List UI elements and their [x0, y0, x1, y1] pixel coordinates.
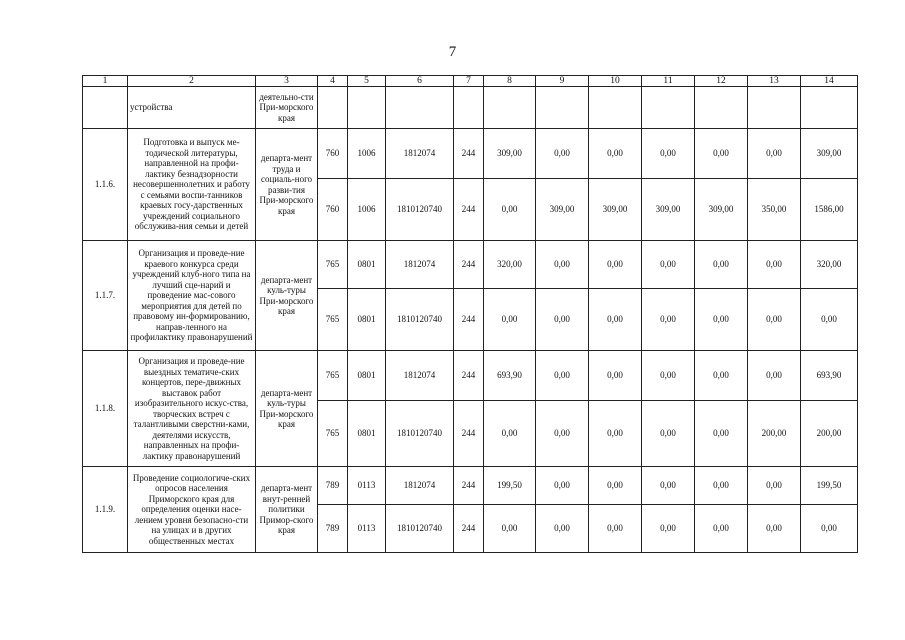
amount-year-4: 0,00	[642, 289, 695, 351]
amount-year-1: 199,50	[484, 467, 536, 505]
item-name: Проведение социологиче-ских опросов населения Приморского края для определения оценки насе-лением уровня безопасно-сти на улицах и в других общественных местах	[128, 467, 256, 553]
amount-total: 309,00	[801, 129, 858, 179]
amount-total: 320,00	[801, 241, 858, 289]
item-department: департа-мент куль-туры При-морского края	[256, 351, 318, 467]
item-name: Подготовка и выпуск ме-тодической литературы, направленной на профи-лактику безнадзорности несовершеннолетних и работу с семьями воспи-танников краевых госу-дарственных учреждений социального обслужива-ния семьи и детей	[128, 129, 256, 241]
column-header: 5	[348, 76, 386, 87]
target-article-code: 1812074	[386, 467, 454, 505]
target-article-code: 1810120740	[386, 401, 454, 467]
column-header: 13	[748, 76, 801, 87]
amount-year-2: 0,00	[536, 467, 589, 505]
section-code: 0801	[348, 351, 386, 401]
amount-year-2: 0,00	[536, 129, 589, 179]
amount-year-6: 200,00	[748, 401, 801, 467]
section-code: 0113	[348, 467, 386, 505]
item-number: 1.1.9.	[83, 467, 128, 553]
amount-year-4: 309,00	[642, 179, 695, 241]
amount-year-2: 0,00	[536, 241, 589, 289]
amount-year-3: 0,00	[589, 401, 642, 467]
amount-year-4: 0,00	[642, 401, 695, 467]
section-code: 0801	[348, 401, 386, 467]
amount-year-3: 0,00	[589, 129, 642, 179]
amount-total: 1586,00	[801, 179, 858, 241]
target-article-code: 1810120740	[386, 505, 454, 553]
amount-year-6: 0,00	[748, 129, 801, 179]
amount-year-2: 0,00	[536, 351, 589, 401]
expense-type-code: 244	[454, 179, 484, 241]
column-header: 10	[589, 76, 642, 87]
budget-table	[82, 75, 858, 553]
amount-year-2: 0,00	[536, 289, 589, 351]
item-department: департа-мент внут-ренней политики Примор-ского края	[256, 467, 318, 553]
amount-year-1: 0,00	[484, 289, 536, 351]
amount-year-5: 0,00	[695, 129, 748, 179]
amount-year-4: 0,00	[642, 241, 695, 289]
amount-year-3: 0,00	[589, 289, 642, 351]
amount-year-1: 309,00	[484, 129, 536, 179]
amount-year-3: 0,00	[589, 467, 642, 505]
amount-year-5: 0,00	[695, 401, 748, 467]
amount-total: 0,00	[801, 505, 858, 553]
item-number: 1.1.6.	[83, 129, 128, 241]
column-header: 4	[318, 76, 348, 87]
amount-year-6: 0,00	[748, 241, 801, 289]
amount-year-6: 0,00	[748, 351, 801, 401]
grbs-code: 765	[318, 351, 348, 401]
table-row	[83, 129, 858, 179]
amount-year-6: 0,00	[748, 289, 801, 351]
column-number-row	[83, 76, 858, 87]
grbs-code: 789	[318, 505, 348, 553]
item-number: 1.1.8.	[83, 351, 128, 467]
expense-type-code: 244	[454, 351, 484, 401]
continuation-dept: деятельно-сти При-морского края	[256, 87, 318, 129]
target-article-code: 1810120740	[386, 179, 454, 241]
amount-total: 200,00	[801, 401, 858, 467]
column-header: 11	[642, 76, 695, 87]
expense-type-code: 244	[454, 505, 484, 553]
section-code: 1006	[348, 179, 386, 241]
column-header: 3	[256, 76, 318, 87]
grbs-code: 760	[318, 129, 348, 179]
expense-type-code: 244	[454, 241, 484, 289]
expense-type-code: 244	[454, 289, 484, 351]
amount-year-3: 309,00	[589, 179, 642, 241]
target-article-code: 1812074	[386, 241, 454, 289]
amount-total: 693,90	[801, 351, 858, 401]
grbs-code: 760	[318, 179, 348, 241]
column-header: 14	[801, 76, 858, 87]
expense-type-code: 244	[454, 129, 484, 179]
amount-year-4: 0,00	[642, 505, 695, 553]
amount-year-6: 350,00	[748, 179, 801, 241]
column-header: 9	[536, 76, 589, 87]
amount-year-1: 693,90	[484, 351, 536, 401]
amount-year-5: 309,00	[695, 179, 748, 241]
amount-year-5: 0,00	[695, 467, 748, 505]
amount-year-6: 0,00	[748, 467, 801, 505]
amount-year-2: 0,00	[536, 401, 589, 467]
column-header: 12	[695, 76, 748, 87]
target-article-code: 1810120740	[386, 289, 454, 351]
continuation-row	[83, 87, 858, 129]
target-article-code: 1812074	[386, 351, 454, 401]
amount-year-1: 320,00	[484, 241, 536, 289]
amount-year-1: 0,00	[484, 505, 536, 553]
amount-total: 0,00	[801, 289, 858, 351]
table-row	[83, 467, 858, 505]
amount-year-1: 0,00	[484, 179, 536, 241]
amount-total: 199,50	[801, 467, 858, 505]
section-code: 1006	[348, 129, 386, 179]
column-header: 1	[83, 76, 128, 87]
column-header: 8	[484, 76, 536, 87]
amount-year-3: 0,00	[589, 241, 642, 289]
item-department: департа-мент труда и социаль-ного разви-тия При-морского края	[256, 129, 318, 241]
item-name: Организация и проведе-ние краевого конкурса среди учреждений клуб-ного типа на лучший сце-нарий и проведение мас-сового мероприятия для детей по правовому ин-формированию, направ-ленного на профилактику правонарушений	[128, 241, 256, 351]
continuation-name: устройства	[128, 87, 256, 129]
amount-year-3: 0,00	[589, 351, 642, 401]
amount-year-1: 0,00	[484, 401, 536, 467]
grbs-code: 789	[318, 467, 348, 505]
amount-year-5: 0,00	[695, 351, 748, 401]
amount-year-5: 0,00	[695, 241, 748, 289]
table-row	[83, 351, 858, 401]
section-code: 0801	[348, 289, 386, 351]
amount-year-6: 0,00	[748, 505, 801, 553]
item-department: департа-мент куль-туры При-морского края	[256, 241, 318, 351]
amount-year-5: 0,00	[695, 505, 748, 553]
expense-type-code: 244	[454, 401, 484, 467]
amount-year-4: 0,00	[642, 467, 695, 505]
column-header: 7	[454, 76, 484, 87]
item-number: 1.1.7.	[83, 241, 128, 351]
column-header: 2	[128, 76, 256, 87]
amount-year-5: 0,00	[695, 289, 748, 351]
amount-year-4: 0,00	[642, 129, 695, 179]
column-header: 6	[386, 76, 454, 87]
page-number: 7	[448, 44, 457, 60]
section-code: 0113	[348, 505, 386, 553]
expense-type-code: 244	[454, 467, 484, 505]
table-row	[83, 241, 858, 289]
target-article-code: 1812074	[386, 129, 454, 179]
grbs-code: 765	[318, 401, 348, 467]
section-code: 0801	[348, 241, 386, 289]
grbs-code: 765	[318, 241, 348, 289]
amount-year-3: 0,00	[589, 505, 642, 553]
grbs-code: 765	[318, 289, 348, 351]
amount-year-4: 0,00	[642, 351, 695, 401]
amount-year-2: 309,00	[536, 179, 589, 241]
item-name: Организация и проведе-ние выездных тематиче-ских концертов, пере-движных выставок работ изобразительного искус-ства, творческих встреч с талантливыми сверстни-ками, деятелями искусств, направленных на профи-лактику правонарушений	[128, 351, 256, 467]
amount-year-2: 0,00	[536, 505, 589, 553]
